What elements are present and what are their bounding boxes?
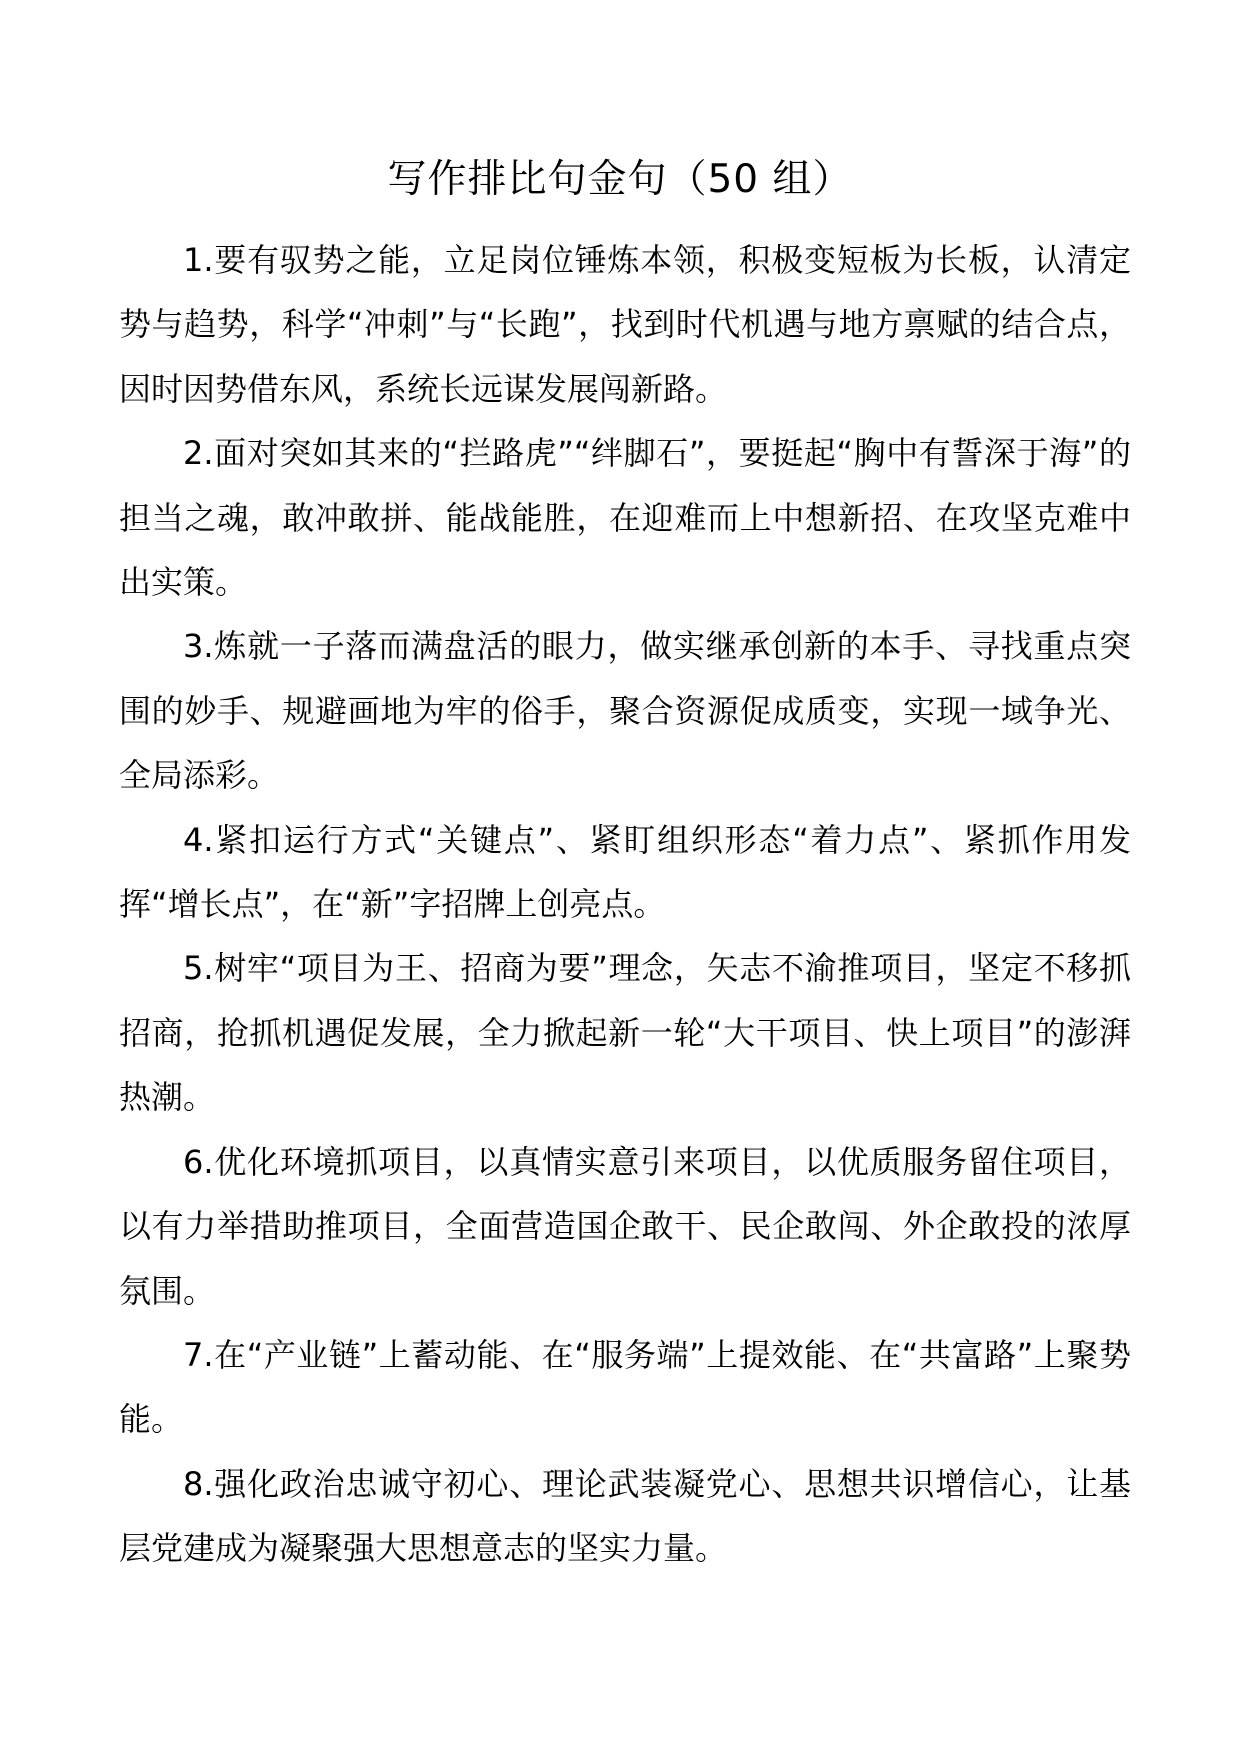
paragraph-5: 5.树牢“项目为王、招商为要”理念，矢志不渝推项目，坚定不移抓招商，抢抓机遇促发展，全力掀起新一轮“大干项目、快上项目”的澎湃热潮。 xyxy=(119,949,1131,1117)
paragraph-8: 8.强化政治忠诚守初心、理论武装凝党心、思想共识增信心，让基层党建成为凝聚强大思想意志的坚实力量。 xyxy=(119,1464,1131,1568)
paragraph-4: 4.紧扣运行方式“关键点”、紧盯组织形态“着力点”、紧抓作用发挥“增长点”，在“新”字招牌上创亮点。 xyxy=(119,820,1131,924)
document-title: 写作排比句金句（50 组） xyxy=(387,157,853,202)
paragraph-1: 1.要有驭势之能，立足岗位锤炼本领，积极变短板为长板，认清定势与趋势，科学“冲刺”与“长跑”，找到时代机遇与地方禀赋的结合点，因时因势借东风，系统长远谋发展闯新路。 xyxy=(119,241,1131,408)
paragraph-3: 3.炼就一子落而满盘活的眼力，做实继承创新的本手、寻找重点突围的妙手、规避画地为牢的俗手，聚合资源促成质变，实现一域争光、全局添彩。 xyxy=(119,627,1131,795)
document-body xyxy=(119,228,1131,1581)
paragraph-7: 7.在“产业链”上蓄动能、在“服务端”上提效能、在“共富路”上聚势能。 xyxy=(119,1335,1131,1439)
paragraph-2: 2.面对突如其来的“拦路虎”“绊脚石”，要挺起“胸中有誓深于海”的担当之魂，敢冲敢拼、能战能胜，在迎难而上中想新招、在攻坚克难中出实策。 xyxy=(119,434,1131,602)
paragraph-6: 6.优化环境抓项目，以真情实意引来项目，以优质服务留住项目，以有力举措助推项目，全面营造国企敢干、民企敢闯、外企敢投的浓厚氛围。 xyxy=(119,1142,1131,1310)
